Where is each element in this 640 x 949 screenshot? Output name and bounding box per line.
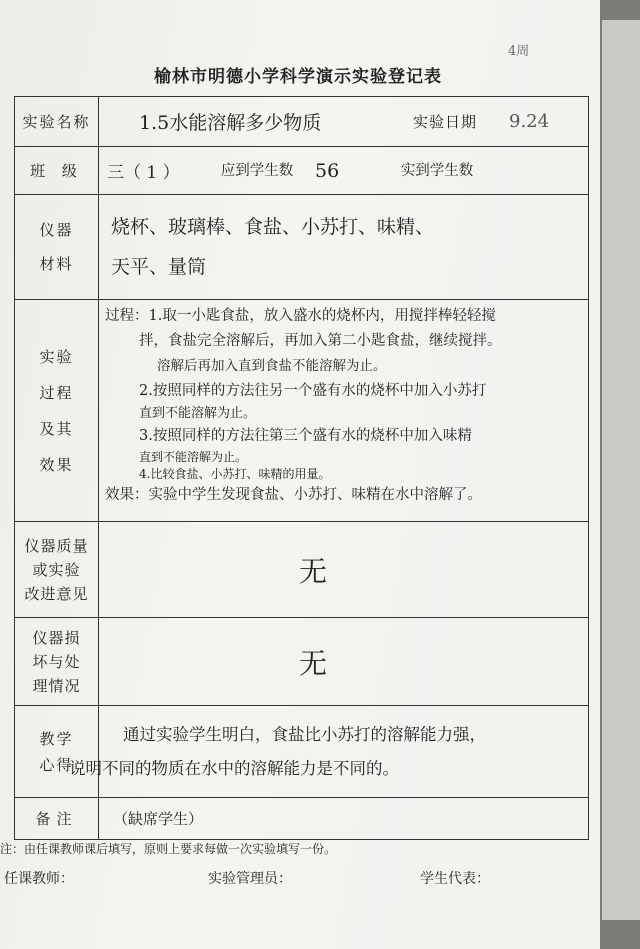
remarks-label: 备注 (15, 798, 99, 840)
process-line-4: 2.按照同样的方法往另一个盛有水的烧杯中加入小苏打 (139, 383, 487, 399)
experiment-registration-table (14, 96, 589, 840)
process-label-line1: 实验 (39, 347, 74, 366)
class-label: 班 级 (15, 147, 99, 195)
actual-students-label: 实到学生数 (400, 162, 474, 179)
lab-manager-signature-label: 实验管理员： (208, 871, 292, 887)
instruments-line2: 天平、量筒 (111, 256, 207, 278)
class-value: 三（ 1 ） (107, 163, 180, 183)
instruments-label-line2: 材料 (39, 255, 74, 273)
background-paper-edge (602, 20, 640, 920)
row-class-info (15, 147, 589, 195)
row-instruments (15, 195, 589, 300)
form-title: 榆林市明德小学科学演示实验登记表 (154, 67, 442, 87)
instruments-label-line1: 仪器 (39, 221, 74, 239)
expected-students-value: 56 (315, 159, 340, 182)
quality-value: 无 (99, 522, 589, 618)
row-remarks (15, 798, 589, 840)
quality-label-line1: 仪器质量 (24, 536, 89, 555)
row-process (15, 300, 589, 522)
damage-label-line2: 坏与处 (32, 652, 81, 671)
student-rep-signature-label: 学生代表： (420, 871, 490, 887)
teaching-line2: 说明不同的物质在水中的溶解能力是不同的。 (69, 758, 399, 778)
process-label-line2: 过程 (39, 383, 74, 402)
process-line-5: 直到不能溶解为止。 (139, 406, 257, 421)
process-label-line4: 效果 (39, 455, 74, 474)
damage-label-line1: 仪器损 (32, 628, 81, 647)
row-damage (15, 618, 589, 706)
process-line-7: 直到不能溶解为止。 (139, 450, 248, 464)
process-line-3: 溶解后再加入直到食盐不能溶解为止。 (157, 358, 387, 374)
experiment-date-label: 实验日期 (412, 112, 477, 131)
process-line-1: 过程：1.取一小匙食盐，放入盛水的烧杯内，用搅拌棒轻轻搅 (105, 308, 496, 324)
experiment-name-value: 1.5水能溶解多少物质 (139, 112, 322, 134)
actual-students-value (483, 158, 588, 183)
remarks-value: （缺席学生） (99, 798, 589, 840)
instruments-line1: 烧杯、玻璃棒、食盐、小苏打、味精、 (111, 216, 435, 238)
damage-value: 无 (99, 618, 589, 706)
damage-label-line3: 理情况 (32, 676, 81, 695)
row-experiment-name (15, 97, 589, 147)
row-quality (15, 522, 589, 618)
teaching-label-line1: 教学 (39, 729, 74, 748)
quality-label-line2: 或实验 (32, 560, 81, 579)
row-teaching (15, 706, 589, 798)
expected-students-label: 应到学生数 (220, 162, 294, 179)
experiment-name-label: 实验名称 (15, 97, 99, 147)
quality-label-line3: 改进意见 (24, 584, 89, 603)
process-line-8: 4.比较食盐、小苏打、味精的用量。 (139, 467, 331, 481)
footer-instruction-note: 注：由任课教师课后填写，原则上要求每做一次实验填写一份。 (0, 842, 337, 856)
experiment-date-value: 9.24 (509, 111, 550, 132)
teaching-line1: 通过实验学生明白，食盐比小苏打的溶解能力强， (123, 724, 486, 744)
corner-week-note: 4周 (508, 44, 530, 59)
effect-line: 效果：实验中学生发现食盐、小苏打、味精在水中溶解了。 (105, 487, 482, 503)
teaching-label-line2: 心得 (39, 755, 74, 774)
process-label-line3: 及其 (39, 419, 74, 438)
process-line-6: 3.按照同样的方法往第三个盛有水的烧杯中加入味精 (139, 428, 472, 444)
process-line-2: 拌，食盐完全溶解后，再加入第二小匙食盐，继续搅拌。 (139, 333, 502, 349)
teacher-signature-label: 任课教师： (4, 871, 74, 887)
